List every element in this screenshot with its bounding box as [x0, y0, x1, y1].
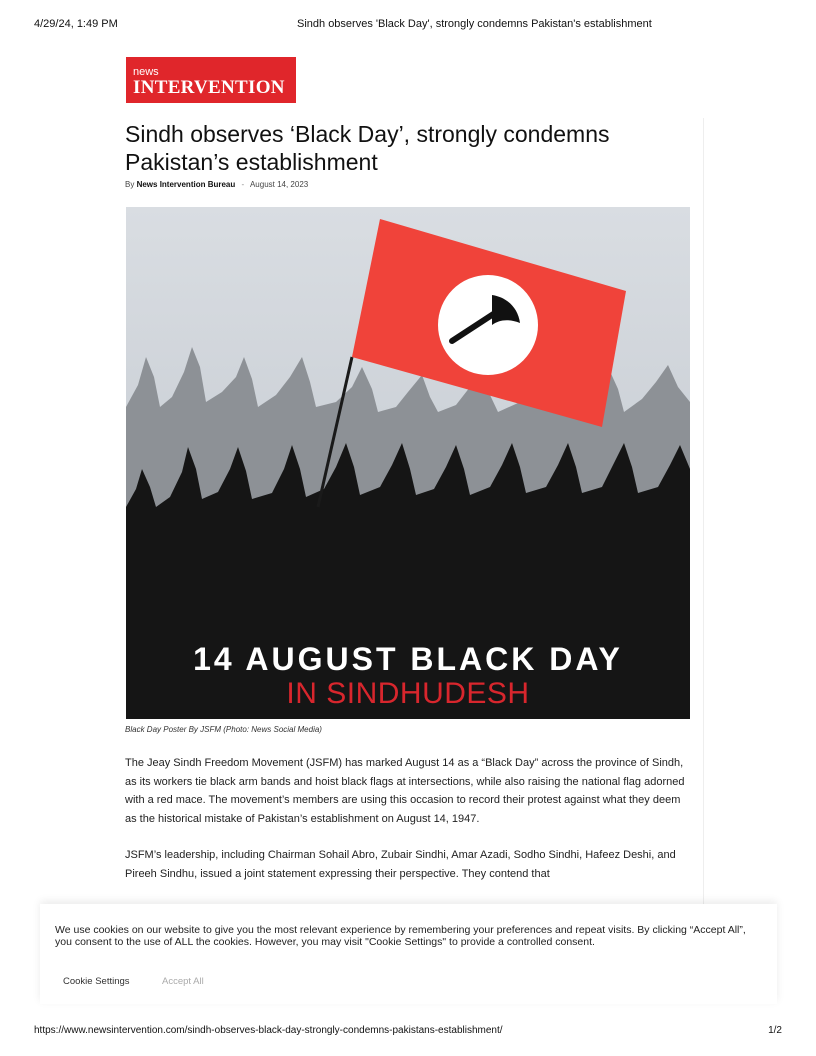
flag-emblem-circle: [438, 275, 538, 375]
print-page-title: Sindh observes 'Black Day', strongly condemns Pakistan's establishment: [297, 18, 652, 30]
cookie-settings-button[interactable]: Cookie Settings: [55, 974, 138, 989]
site-logo[interactable]: [126, 57, 296, 103]
article-paragraph: JSFM’s leadership, including Chairman Sohail Abro, Zubair Sindhi, Amar Azadi, Sodho Sindhi, Hafeez Deshi, and Pireeh Sindhu, issued a joint statement expressing their perspective. They contend that: [125, 849, 676, 880]
article-headline: Sindh observes ‘Black Day’, strongly condemns Pakistan’s establishment: [125, 121, 610, 175]
accept-all-button[interactable]: Accept All: [154, 974, 212, 989]
poster-headline: 14 AUGUST BLACK DAY: [193, 641, 623, 677]
article-body: [125, 754, 691, 902]
publish-date: August 14, 2023: [249, 180, 309, 189]
cookie-notice-text: We use cookies on our website to give you the most relevant experience by remembering your preferences and repeat visits. By clicking “Accept All”, you consent to the use of ALL the cookies. However, you may visit "Cookie Settings" to provide a controlled consent.: [55, 924, 746, 948]
cookie-consent-banner: [40, 904, 777, 1004]
author-link[interactable]: News Intervention Bureau: [136, 180, 236, 189]
print-header: [34, 18, 782, 34]
article-paragraph: The Jeay Sindh Freedom Movement (JSFM) has marked August 14 as a “Black Day” across the province of Sindh, as its workers tie black arm bands and hoist black flags at intersections, while also raising the national flag adorned with a red mace. The movement’s members are using this occasion to record their protest against what they deem as the historical mistake of Pakistan’s establishment on August 14, 1947.: [125, 757, 685, 825]
byline-separator: -: [241, 180, 245, 189]
byline-prefix: By: [125, 180, 135, 189]
byline: [125, 180, 308, 189]
content-divider: [703, 118, 704, 908]
print-url: https://www.newsintervention.com/sindh-observes-black-day-strongly-condemns-pakistans-establishment/: [34, 1025, 503, 1036]
logo-big-text: INTERVENTION: [133, 77, 285, 98]
logo-small-text: news: [133, 66, 159, 78]
article-hero-image: [126, 207, 690, 719]
poster-subheadline: IN SINDHUDESH: [286, 677, 530, 710]
page-number: 1/2: [768, 1025, 782, 1036]
image-caption: Black Day Poster By JSFM (Photo: News Social Media): [125, 725, 322, 734]
print-datetime: 4/29/24, 1:49 PM: [34, 18, 118, 30]
